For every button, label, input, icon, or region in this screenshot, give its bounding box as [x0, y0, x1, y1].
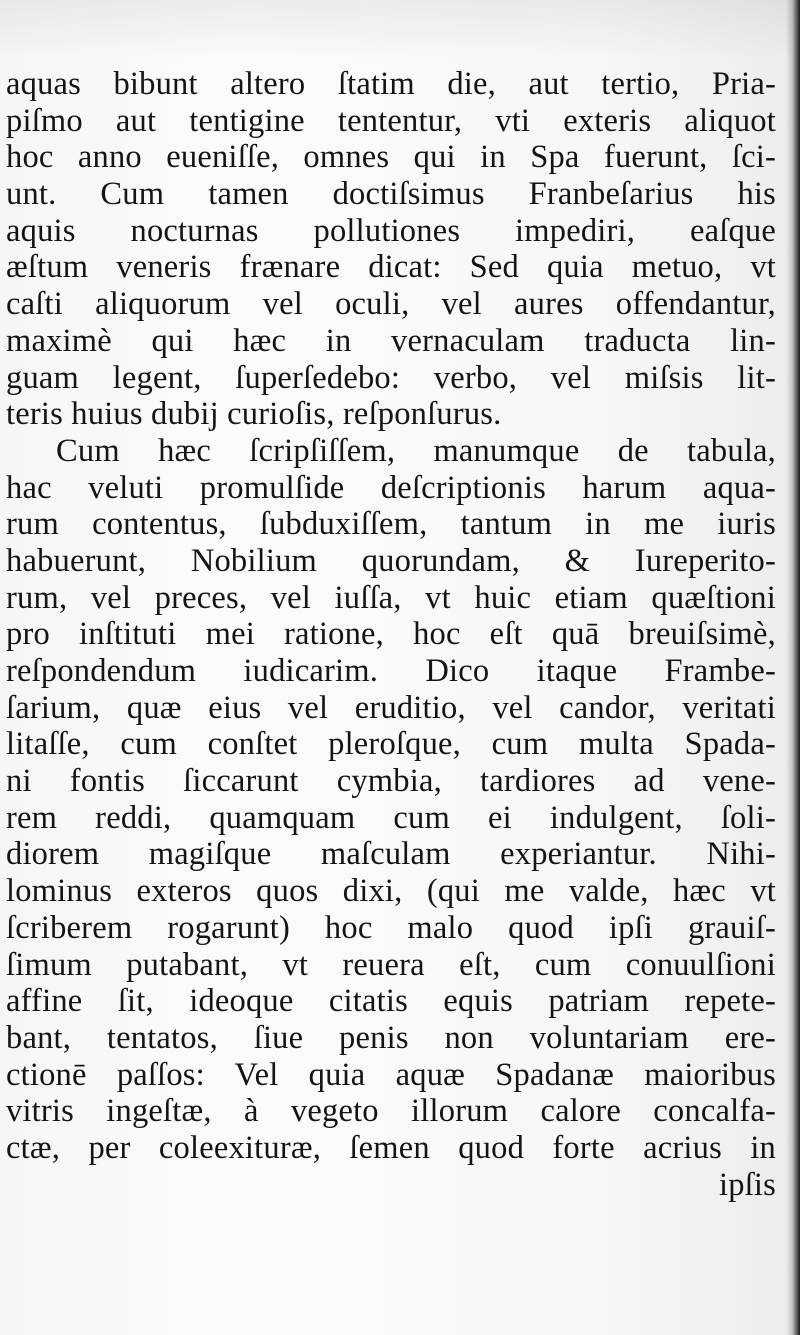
- text-line: rem reddi, quamquam cum ei indulgent, ſoli-: [6, 799, 776, 836]
- text-line: teris huius dubij curioſis, reſponſurus.: [6, 396, 502, 433]
- text-line: ſarium, quæ eius vel eruditio, vel candor, veritati: [6, 689, 776, 726]
- page-text: [6, 66, 776, 1203]
- text-line: ſimum putabant, vt reuera eſt, cum conuulſioni: [6, 946, 776, 983]
- text-line: hac veluti promulſide deſcriptionis harum aqua-: [6, 469, 776, 506]
- text-line: bant, tentatos, ſiue penis non voluntariam ere-: [6, 1019, 776, 1056]
- text-line: caſti aliquorum vel oculi, vel aures offendantur,: [6, 286, 776, 323]
- text-line: hoc anno eueniſſe, omnes qui in Spa fuerunt, ſci-: [6, 139, 776, 176]
- text-line: rum contentus, ſubduxiſſem, tantum in me iuris: [6, 506, 776, 543]
- text-line: æſtum veneris frænare dicat: Sed quia metuo, vt: [6, 249, 776, 286]
- page-shadow: [0, 0, 800, 60]
- page-edge-shadow: [786, 0, 800, 1335]
- text-line: ctæ, per coleexituræ, ſemen quod forte acrius in: [6, 1129, 776, 1166]
- text-line: unt. Cum tamen doctiſsimus Franbeſarius his: [6, 176, 776, 213]
- text-line: litaſſe, cum conſtet pleroſque, cum multa Spada-: [6, 726, 776, 763]
- text-line: diorem magiſque maſculam experiantur. Nihi-: [6, 836, 776, 873]
- text-line: ſcriberem rogarunt) hoc malo quod ipſi grauiſ-: [6, 909, 776, 946]
- text-line: ni fontis ſiccarunt cymbia, tardiores ad vene-: [6, 763, 776, 800]
- text-line: reſpondendum iudicarim. Dico itaque Frambe-: [6, 653, 776, 689]
- text-line: maximè qui hæc in vernaculam traducta lin-: [6, 322, 776, 359]
- catchword: ipſis: [719, 1166, 776, 1203]
- text-line: Cum hæc ſcripſiſſem, manumque de tabula,: [56, 432, 776, 469]
- text-line: pro inſtituti mei ratione, hoc eſt quā breuiſsimè,: [6, 616, 776, 653]
- text-line: habuerunt, Nobilium quorundam, & Iureperito-: [6, 542, 776, 579]
- text-line: guam legent, ſuperſedebo: verbo, vel miſsis lit-: [6, 359, 776, 396]
- text-line: ctionē paſſos: Vel quia aquæ Spadanæ maioribus: [6, 1056, 776, 1093]
- text-line: lominus exteros quos dixi, (qui me valde, hæc vt: [6, 873, 776, 910]
- text-line: rum, vel preces, vel iuſſa, vt huic etiam quæſtioni: [6, 579, 776, 616]
- text-line: vitris ingeſtæ, à vegeto illorum calore concalfa-: [6, 1093, 776, 1130]
- text-line: aquas bibunt altero ſtatim die, aut tertio, Pria-: [6, 66, 776, 102]
- text-line: piſmo aut tentigine tententur, vti exteris aliquot: [6, 102, 776, 139]
- text-line: aquis nocturnas pollutiones impediri, eaſque: [6, 212, 776, 249]
- text-line: affine ſit, ideoque citatis equis patriam repete-: [6, 983, 776, 1020]
